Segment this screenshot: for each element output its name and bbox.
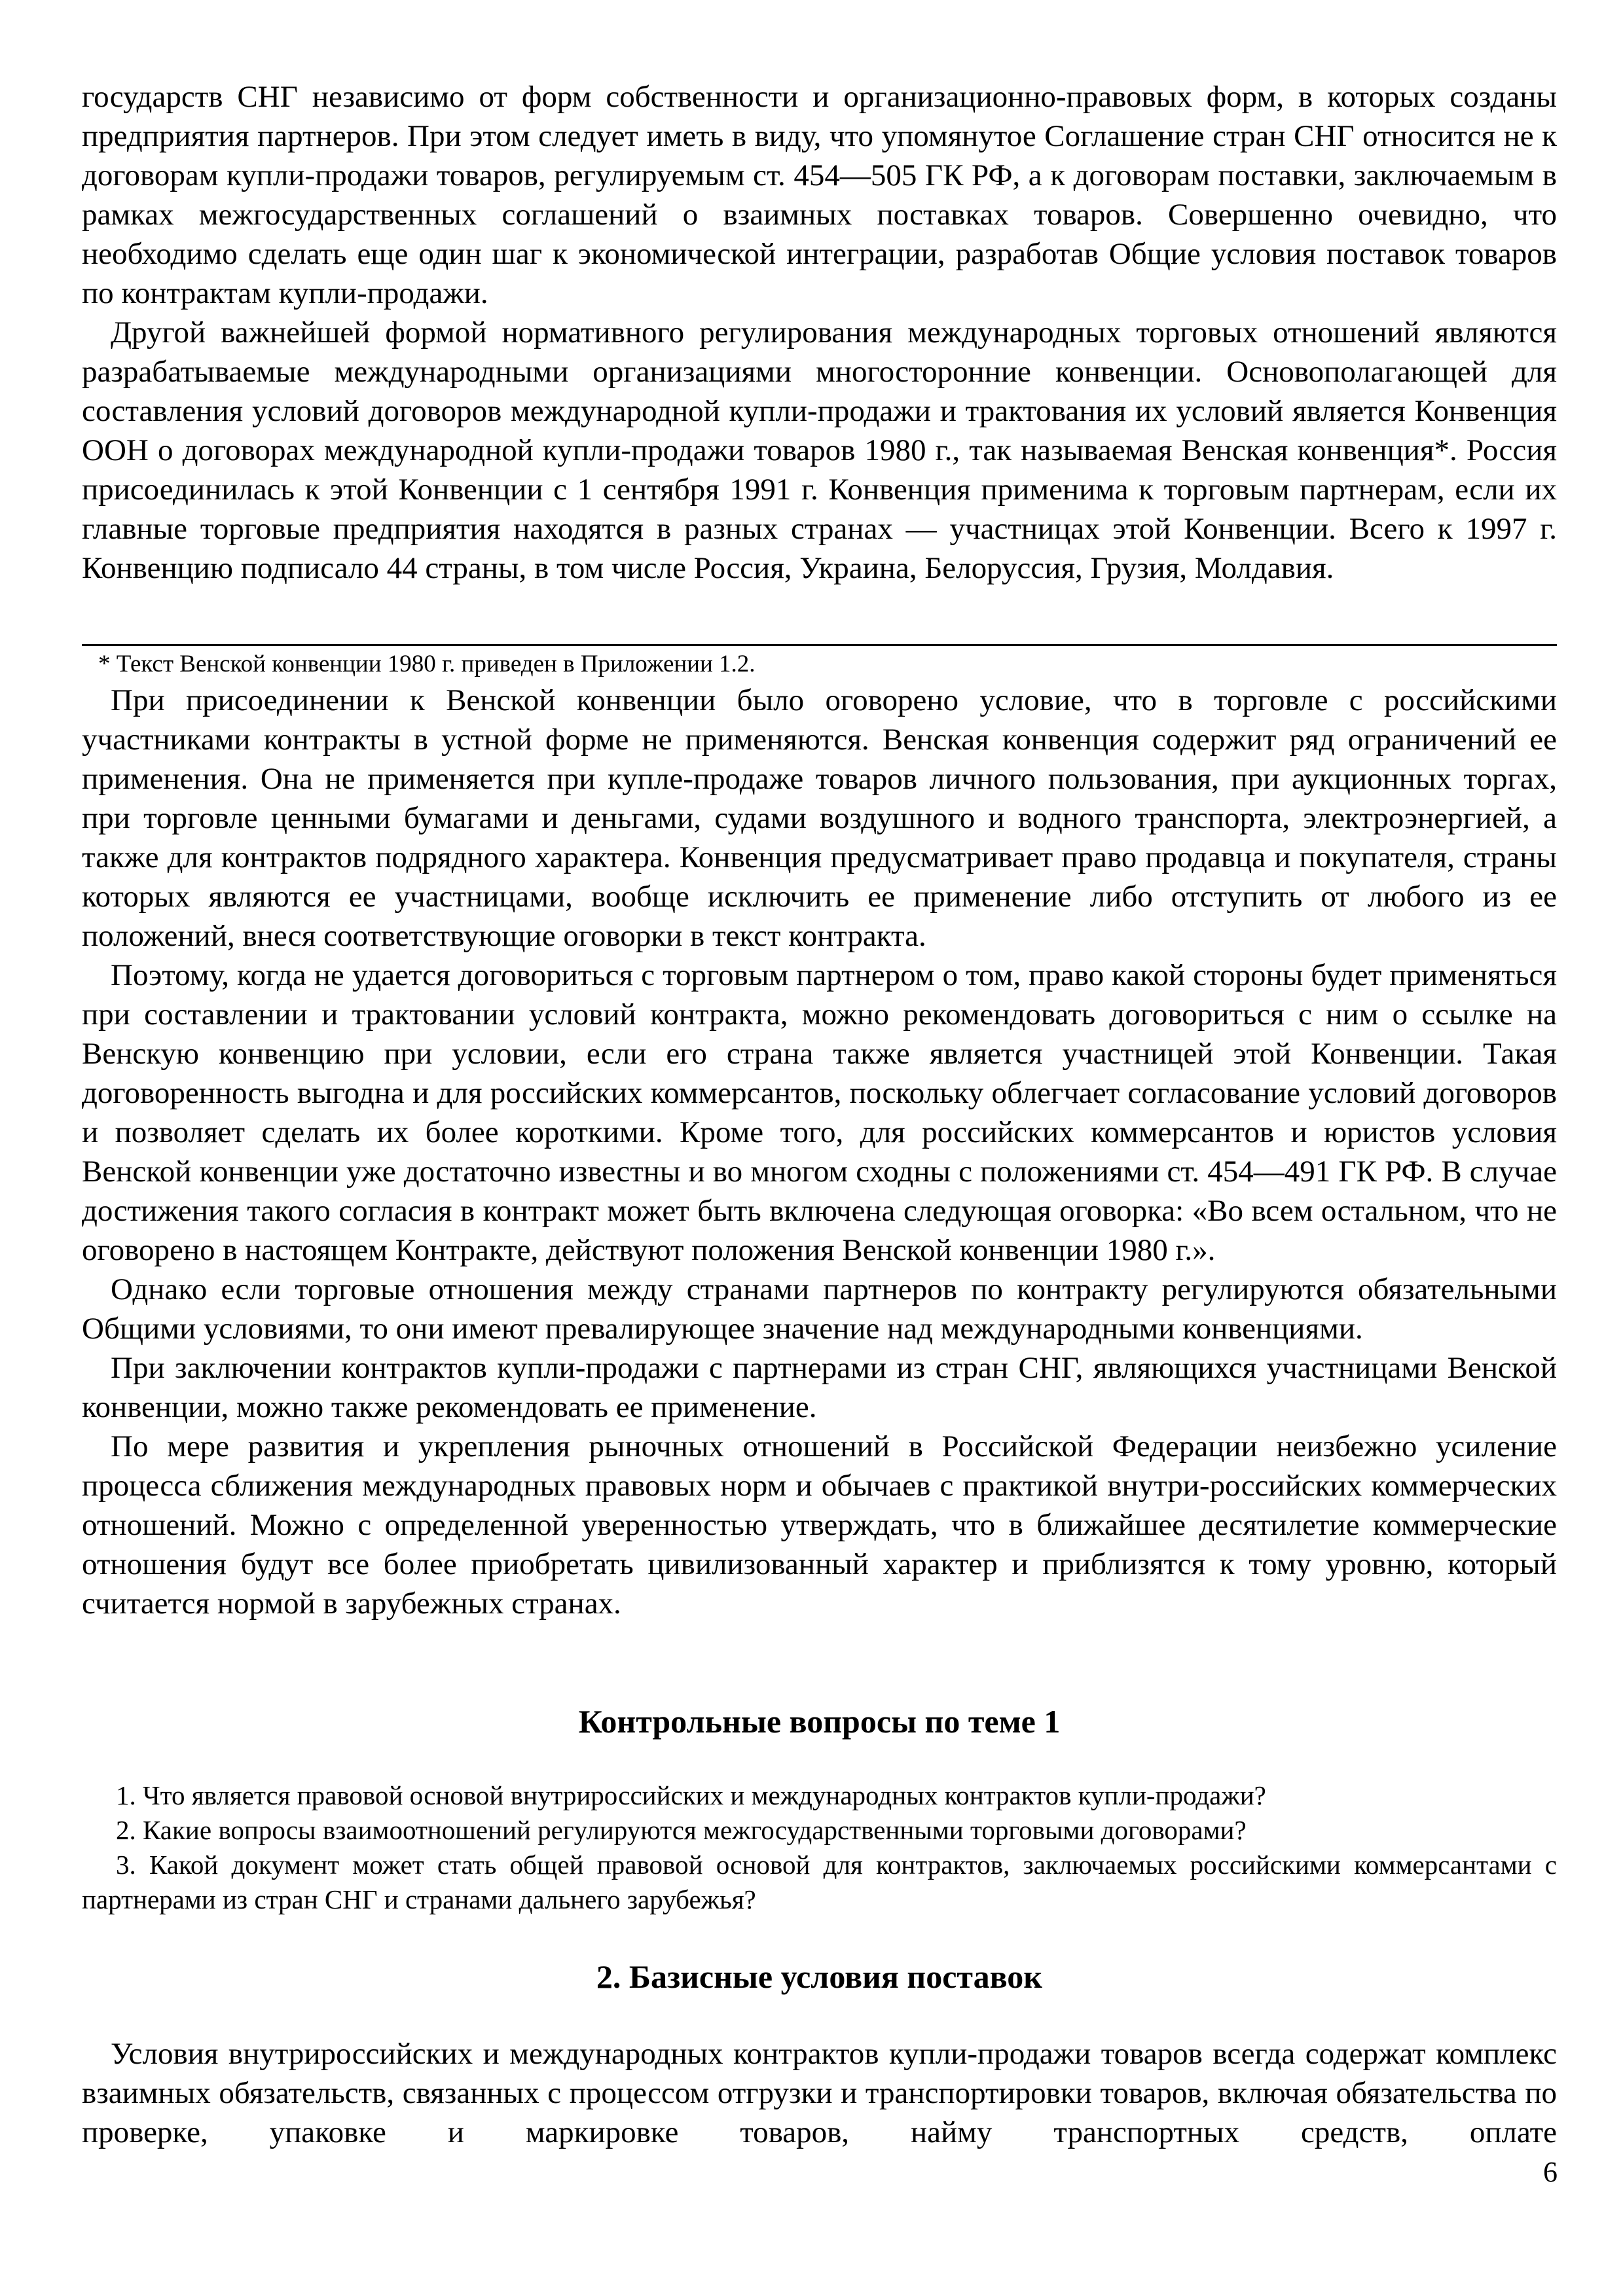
question-item: 2. Какие вопросы взаимоотношений регулируются межгосударственными торговыми договорами? (116, 1815, 1247, 1845)
section-text-block (82, 2034, 1557, 2152)
page-number: 6 (1543, 2156, 1558, 2188)
footnote-divider (82, 644, 1557, 646)
question-item: 3. Какой документ может стать общей правовой основой для контрактов, заключаемых российскими коммерсантами с партнерами из стран СНГ и странами дальнего зарубежья? (82, 1850, 1557, 1914)
footnote: * Текст Венской конвенции 1980 г. приведен в Приложении 1.2. (98, 651, 756, 677)
paragraph-vienna-accession: При присоединении к Венской конвенции было оговорено условие, что в торговле с российскими участниками контракты в устной форме не применяются. Венская конвенция содержит ряд ограничений ее применения. Она не применяется при купле-продаже товаров личного пользования, при аукционных торгах, при торговле ценными бумагами и деньгами, судами воздушного и водного транспорта, электроэнергией, а также для контрактов подрядного характера. Конвенция предусматривает право продавца и покупателя, страны которых являются ее участницами, вообще исключить ее применение либо отступить от любого из ее положений, внеся соответствующие оговорки в текст контракта. (82, 683, 1557, 953)
main-text-block (82, 681, 1557, 1623)
section-heading: 2. Базисные условия поставок (596, 1958, 1043, 1995)
top-text-block (82, 77, 1557, 588)
paragraph-vienna-reference: Поэтому, когда не удается договориться с торговым партнером о том, право какой стороны будет применяться при составлении и трактовании условий контракта, можно рекомендовать договориться с ним о ссылке на Венскую конвенцию при условии, если его страна также является участницей этой Конвенции. Такая договоренность выгодна и для российских коммерсантов, поскольку облегчает согласование условий договоров и позволяет сделать их более короткими. Кроме того, для российских коммерсантов и юристов условия Венской конвенции уже достаточно известны и во многом сходны с положениями ст. 454—491 ГК РФ. В случае достижения такого согласия в контракт может быть включена следующая оговорка: «Во всем остальном, что не оговорено в настоящем Контракте, действуют положения Венской конвенции 1980 г.». (82, 958, 1557, 1267)
paragraph-cis-partners: При заключении контрактов купли-продажи с партнерами из стран СНГ, являющихся участницами Венской конвенции, можно также рекомендовать ее применение. (82, 1351, 1557, 1424)
questions-list (82, 1778, 1557, 1917)
paragraph-conventions: Другой важнейшей формой нормативного регулирования международных торговых отношений являются разрабатываемые международными организациями многосторонние конвенции. Основополагающей для составления условий договоров международной купли-продажи и трактования их условий является Конвенция ООН о договорах международной купли-продажи товаров 1980 г., так называемая Венская конвенция*. Россия присоединилась к этой Конвенции с 1 сентября 1991 г. Конвенция применима к торговым партнерам, если их главные торговые предприятия находятся в разных странах — участницах этой Конвенции. Всего к 1997 г. Конвенцию подписало 44 страны, в том числе Россия, Украина, Белоруссия, Грузия, Молдавия. (82, 315, 1557, 585)
paragraph-market-development: По мере развития и укрепления рыночных отношений в Российской Федерации неизбежно усиление процесса сближения международных правовых норм и обычаев с практикой внутри-российских коммерческих отношений. Можно с определенной уверенностью утверждать, что в ближайшее десятилетие коммерческие отношения будут все более приобретать цивилизованный характер и приблизятся к тому уровню, который считается нормой в зарубежных странах. (82, 1429, 1557, 1621)
question-item: 1. Что является правовой основой внутрироссийских и международных контрактов купли-продажи? (116, 1780, 1266, 1810)
questions-heading: Контрольные вопросы по теме 1 (578, 1703, 1061, 1740)
paragraph-general-conditions: Однако если торговые отношения между странами партнеров по контракту регулируются обязательными Общими условиями, то они имеют превалирующее значение над международными конвенциями. (82, 1272, 1557, 1346)
paragraph-basis-conditions: Условия внутрироссийских и международных контрактов купли-продажи товаров всегда содержат комплекс взаимных обязательств, связанных с процессом отгрузки и транспортировки товаров, включая обязательства по проверке, упаковке и маркировке товаров, найму транспортных средств, оплате (82, 2037, 1557, 2149)
paragraph-continuation: государств СНГ независимо от форм собственности и организационно-правовых форм, в которых созданы предприятия партнеров. При этом следует иметь в виду, что упомянутое Соглашение стран СНГ относится не к договорам купли-продажи товаров, регулируемым ст. 454—505 ГК РФ, а к договорам поставки, заключаемым в рамках межгосударственных соглашений о взаимных поставках товаров. Совершенно очевидно, что необходимо сделать еще один шаг к экономической интеграции, разработав Общие условия поставок товаров по контрактам купли-продажи. (82, 80, 1557, 310)
